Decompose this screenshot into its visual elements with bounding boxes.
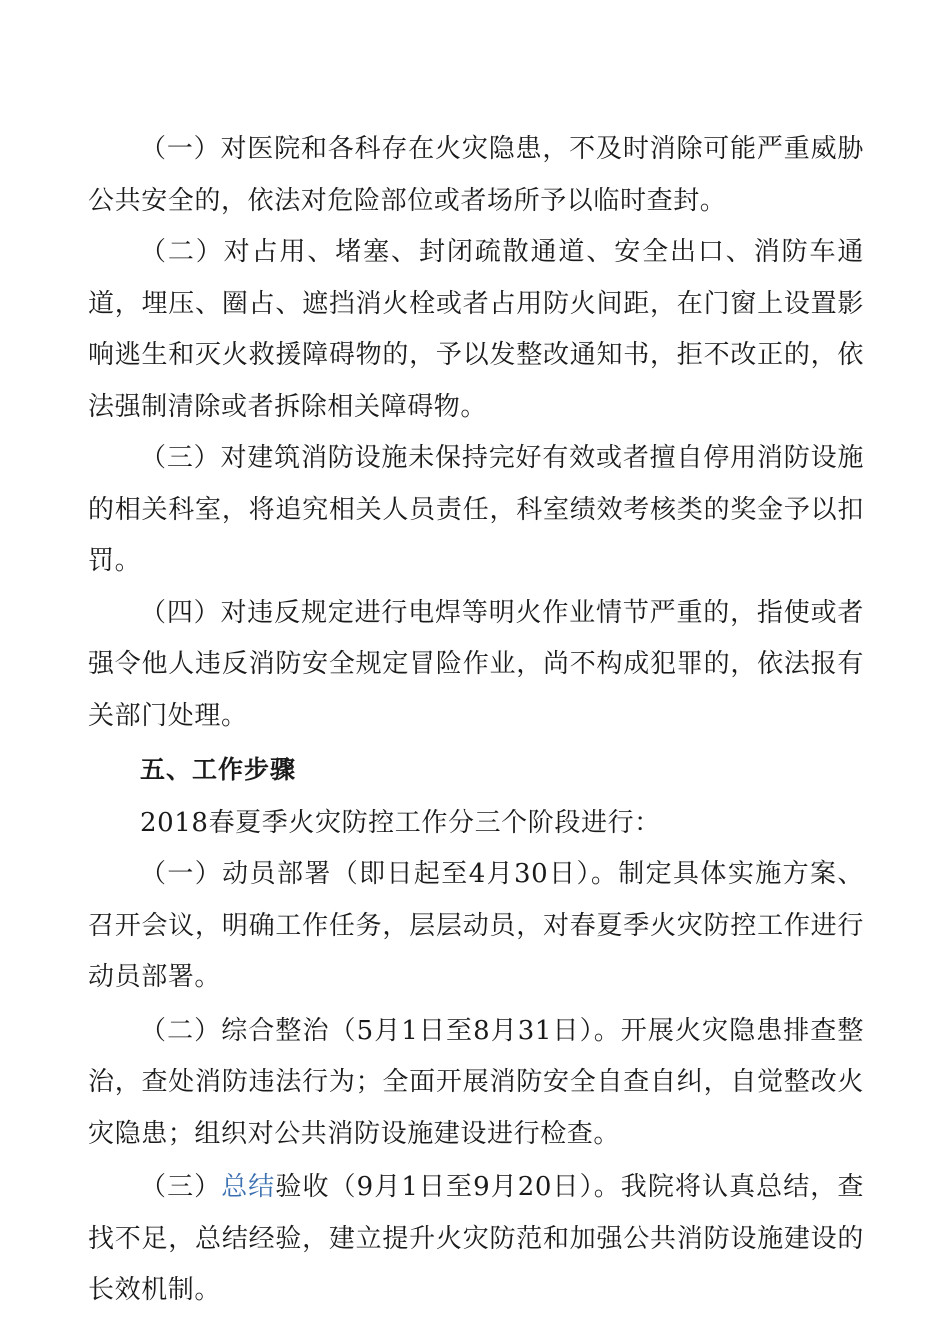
step-summary-prefix: （三） <box>140 1172 222 1202</box>
intro-line: 2018春夏季火灾防控工作分三个阶段进行： <box>140 807 661 838</box>
step-summary-rest: 验收（9月1日至9月20日）。我院将认真总结，查找不足，总结经验，建立提升火灾防范和加强公共消防设施建设的长效机制。 <box>88 1172 864 1305</box>
section-heading: 五、工作步骤 <box>140 755 297 784</box>
step-rectify: （二）综合整治（5月1日至8月31日）。开展火灾隐患排查整治，查处消防违法行为；全面开展消防安全自查自纠，自觉整改火灾隐患；组织对公共消防设施建设进行检查。 <box>88 1015 864 1149</box>
document-page <box>88 124 864 1317</box>
step-summary-highlight: 总结 <box>221 1172 276 1202</box>
step-mobilize: （一）动员部署（即日起至4月30日）。制定具体实施方案、召开会议，明确工作任务，层层动员，对春夏季火灾防控工作进行动员部署。 <box>88 859 864 992</box>
paragraph-obstruction: （二）对占用、堵塞、封闭疏散通道、安全出口、消防车通道，埋压、圈占、遮挡消火栓或者占用防火间距，在门窗上设置影响逃生和灭火救援障碍物的，予以发整改通知书，拒不改正的，依法强制清除或者拆除相关障碍物。 <box>88 237 864 422</box>
paragraph-welding: （四）对违反规定进行电焊等明火作业情节严重的，指使或者强令他人违反消防安全规定冒险作业，尚不构成犯罪的，依法报有关部门处理。 <box>88 597 864 731</box>
step-summary <box>88 1162 864 1317</box>
paragraph-seal-hazard: （一）对医院和各科存在火灾隐患，不及时消除可能严重威胁公共安全的，依法对危险部位或者场所予以临时查封。 <box>88 134 864 216</box>
paragraph-facilities: （三）对建筑消防设施未保持完好有效或者擅自停用消防设施的相关科室，将追究相关人员责任，科室绩效考核类的奖金予以扣罚。 <box>88 443 864 576</box>
